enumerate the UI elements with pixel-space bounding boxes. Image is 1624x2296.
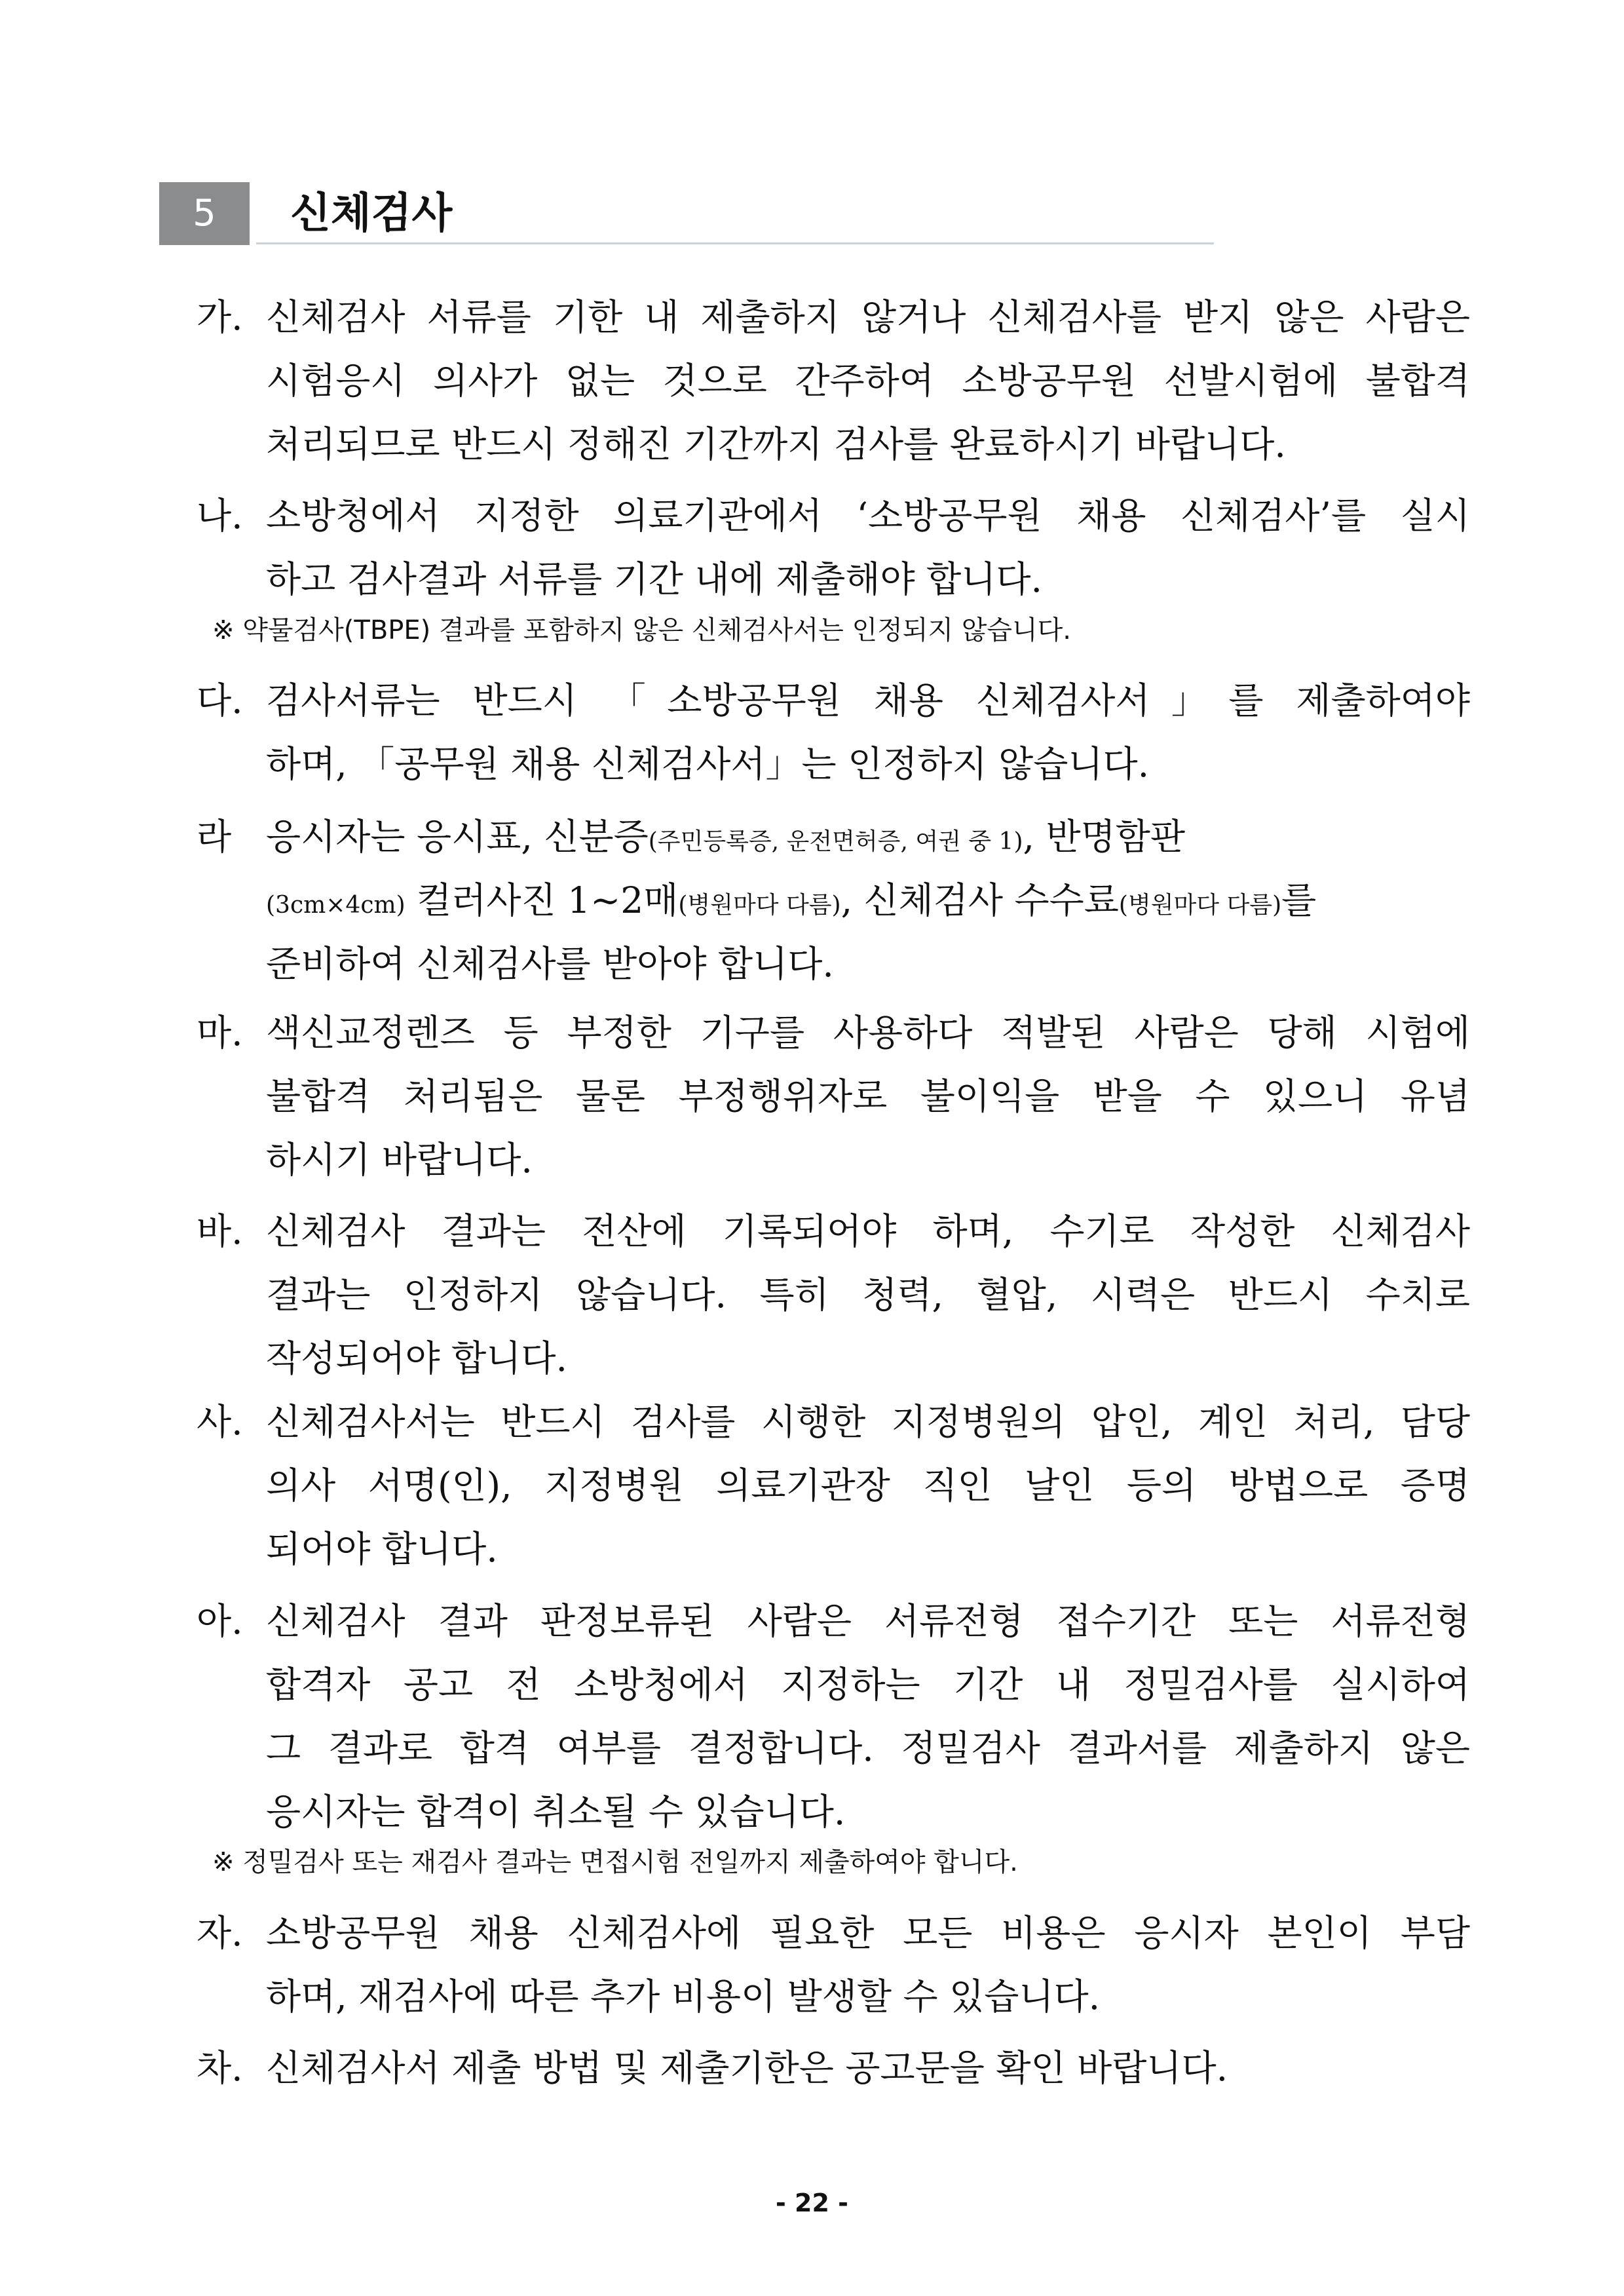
item-text: 신체검사 서류를 기한 내 제출하지 않거나 신체검사를 받지 않은 사람은	[266, 296, 1470, 338]
item-text: 신체검사 결과 판정보류된 사람은 서류전형 접수기간 또는 서류전형	[266, 1600, 1470, 1642]
item-label: 차.	[197, 2047, 243, 2089]
item-text: 하고 검사결과 서류를 기간 내에 제출해야 합니다.	[266, 558, 1042, 600]
item-text: 색신교정렌즈 등 부정한 기구를 사용하다 적발된 사람은 당해 시험에	[266, 1012, 1470, 1054]
item-text: 준비하여 신체검사를 받아야 합니다.	[266, 943, 834, 985]
item-text: 신체검사서는 반드시 검사를 시행한 지정병원의 압인, 계인 처리, 담당	[266, 1401, 1470, 1443]
item-text-part: , 반명함판	[1023, 816, 1185, 858]
section-underline	[256, 242, 1214, 244]
item-text	[266, 808, 1185, 860]
note-tbpe: ※ 약물검사(TBPE) 결과를 포함하지 않은 신체검사서는 인정되지 않습니다.	[212, 615, 1071, 645]
item-text: 하며, 「공무원 채용 신체검사서」는 인정하지 않습니다.	[266, 743, 1150, 785]
item-label: 바.	[197, 1210, 243, 1252]
item-text: 소방청에서 지정한 의료기관에서 ‘소방공무원 채용 신체검사’를 실시	[266, 495, 1470, 537]
item-text: 하며, 재검사에 따른 추가 비용이 발생할 수 있습니다.	[266, 1976, 1101, 2018]
item-text: 시험응시 의사가 없는 것으로 간주하여 소방공무원 선발시험에 불합격	[266, 360, 1470, 402]
item-text: 불합격 처리됨은 물론 부정행위자로 불이익을 받을 수 있으니 유념	[266, 1075, 1470, 1117]
item-text: 되어야 합니다.	[266, 1528, 498, 1570]
item-text: 소방공무원 채용 신체검사에 필요한 모든 비용은 응시자 본인이 부담	[266, 1912, 1470, 1954]
section-header	[159, 182, 1214, 245]
note-precise: ※ 정밀검사 또는 재검사 결과는 면접시험 전일까지 제출하여야 합니다.	[212, 1847, 1018, 1877]
item-text: 의사 서명(인), 지정병원 의료기관장 직인 날인 등의 방법으로 증명	[266, 1464, 1470, 1506]
item-text: 결과는 인정하지 않습니다. 특히 청력, 혈압, 시력은 반드시 수치로	[266, 1274, 1470, 1316]
item-text-small: (3cm×4cm)	[266, 892, 406, 919]
item-text	[266, 871, 1316, 923]
item-label: 아.	[197, 1600, 243, 1642]
item-label: 라	[197, 816, 232, 858]
item-text-small: (병원마다 다름)	[1118, 892, 1282, 919]
item-text: 처리되므로 반드시 정해진 기간까지 검사를 완료하시기 바랍니다.	[266, 423, 1286, 465]
item-text: 검사서류는 반드시 「소방공무원 채용 신체검사서」를 제출하여야	[266, 679, 1470, 721]
item-text: 합격자 공고 전 소방청에서 지정하는 기간 내 정밀검사를 실시하여	[266, 1664, 1470, 1706]
item-text-part: 컬러사진 1~2매	[405, 879, 679, 921]
item-label: 마.	[197, 1012, 243, 1054]
item-text: 신체검사 결과는 전산에 기록되어야 하며, 수기로 작성한 신체검사	[266, 1210, 1470, 1252]
item-text: 응시자는 합격이 취소될 수 있습니다.	[266, 1791, 846, 1833]
item-text: 작성되어야 합니다.	[266, 1337, 568, 1379]
item-text-small: (병원마다 다름)	[678, 892, 841, 919]
item-label: 자.	[197, 1912, 243, 1954]
item-text: 그 결과로 합격 여부를 결정합니다. 정밀검사 결과서를 제출하지 않은	[266, 1727, 1470, 1769]
item-label: 나.	[197, 495, 243, 537]
section-number: 5	[159, 182, 250, 245]
item-text-part: 응시자는 응시표, 신분증	[266, 816, 649, 858]
item-text-small: (주민등록증, 운전면허증, 여권 중 1)	[648, 828, 1023, 855]
item-label: 사.	[197, 1401, 243, 1443]
item-label: 가.	[197, 296, 243, 338]
section-title: 신체검사	[290, 189, 453, 238]
item-text: 신체검사서 제출 방법 및 제출기한은 공고문을 확인 바랍니다.	[266, 2047, 1228, 2089]
item-label: 다.	[197, 679, 243, 721]
item-text-part: , 신체검사 수수료	[840, 879, 1119, 921]
item-text: 하시기 바랍니다.	[266, 1139, 533, 1181]
item-text-part: 를	[1281, 879, 1317, 921]
page-number: - 22 -	[776, 2189, 848, 2217]
